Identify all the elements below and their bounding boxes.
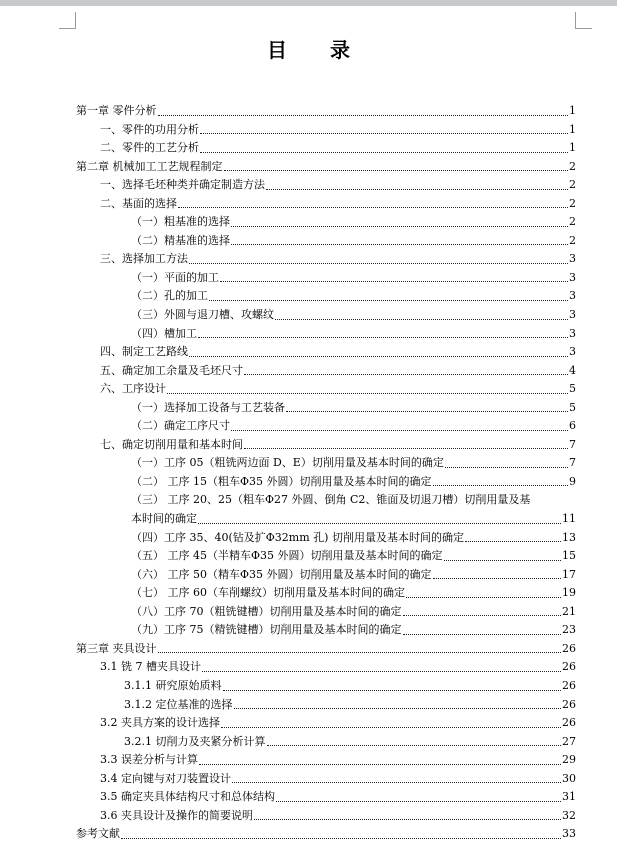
toc-entry-text: 五、确定加工余量及毛坯尺寸 bbox=[100, 363, 243, 377]
toc-page-number: 29 bbox=[562, 753, 576, 767]
toc-entry[interactable] bbox=[76, 287, 576, 306]
toc-page-number: 17 bbox=[562, 567, 576, 581]
toc-leader-dots bbox=[231, 244, 568, 245]
toc-leader-dots bbox=[403, 615, 562, 616]
toc-entry[interactable] bbox=[76, 176, 576, 195]
toc-page-number: 26 bbox=[562, 678, 576, 692]
toc-page-number: 5 bbox=[569, 400, 576, 414]
toc-entry[interactable] bbox=[76, 621, 576, 640]
toc-entry-text: （九）工序 75（精铣键槽）切削用量及基本时间的确定 bbox=[131, 623, 402, 637]
toc-entry[interactable] bbox=[76, 380, 576, 399]
toc-entry[interactable] bbox=[76, 807, 576, 826]
toc-entry-text: （四）槽加工 bbox=[131, 326, 197, 340]
toc-entry[interactable] bbox=[76, 250, 576, 269]
toc-entry-text: （四）工序 35、40(钻及扩Φ32mm 孔) 切削用量及基本时间的确定 bbox=[131, 530, 464, 544]
toc-entry[interactable] bbox=[76, 696, 576, 715]
toc-entry[interactable] bbox=[76, 325, 576, 344]
toc-page-number: 26 bbox=[562, 641, 576, 655]
toc-entry-text: 3.2 夹具方案的设计选择 bbox=[100, 716, 220, 730]
crop-mark-top-right bbox=[575, 12, 592, 29]
toc-entry-text: （六） 工序 50（精车Φ35 外圆）切削用量及基本时间的确定 bbox=[131, 567, 432, 581]
toc-entry[interactable] bbox=[76, 770, 576, 789]
toc-leader-dots bbox=[232, 782, 561, 783]
toc-entry-text: 二、零件的工艺分析 bbox=[100, 141, 199, 155]
toc-page-number: 7 bbox=[569, 456, 576, 470]
toc-leader-dots bbox=[198, 523, 561, 524]
toc-page-number: 30 bbox=[562, 771, 576, 785]
toc-leader-dots bbox=[433, 578, 561, 579]
toc-leader-dots bbox=[158, 652, 562, 653]
toc-entry-text: （一）平面的加工 bbox=[131, 270, 219, 284]
toc-page-number: 31 bbox=[562, 790, 576, 804]
toc-entry[interactable] bbox=[76, 788, 576, 807]
toc-leader-dots bbox=[244, 448, 568, 449]
toc-page-number: 3 bbox=[569, 270, 576, 284]
toc-leader-dots bbox=[121, 838, 561, 839]
toc-leader-dots bbox=[286, 411, 568, 412]
toc-page-number: 5 bbox=[569, 382, 576, 396]
toc-entry-text: 3.1.1 研究原始质料 bbox=[124, 678, 222, 692]
toc-entry[interactable] bbox=[76, 658, 576, 677]
toc-leader-dots bbox=[224, 170, 569, 171]
toc-leader-dots bbox=[199, 764, 561, 765]
toc-page-number: 19 bbox=[562, 586, 576, 600]
toc-page-number: 27 bbox=[562, 734, 576, 748]
toc-entry[interactable] bbox=[76, 232, 576, 251]
toc-entry-text: 3.5 确定夹具体结构尺寸和总体结构 bbox=[100, 790, 275, 804]
toc-entry[interactable] bbox=[76, 121, 576, 140]
toc-page-number: 4 bbox=[569, 363, 576, 377]
toc-page-number: 33 bbox=[562, 827, 576, 841]
toc-leader-dots bbox=[403, 634, 562, 635]
toc-entry[interactable] bbox=[76, 399, 576, 418]
toc-entry[interactable] bbox=[76, 269, 576, 288]
toc-entry-text: （三） 工序 20、25（粗车Φ27 外圆、倒角 C2、锥面及切退刀槽）切削用量及基 bbox=[131, 493, 531, 507]
toc-page-number: 1 bbox=[569, 141, 576, 155]
toc-entry-text: 第三章 夹具设计 bbox=[76, 641, 157, 655]
toc-entry[interactable] bbox=[76, 436, 576, 455]
toc-entry-text: （一）工序 05（粗铣两边面 D、E）切削用量及基本时间的确定 bbox=[131, 456, 444, 470]
toc-page-number: 7 bbox=[569, 437, 576, 451]
toc-page-number: 26 bbox=[562, 660, 576, 674]
toc-entry[interactable] bbox=[76, 158, 576, 177]
toc-entry-text: （八）工序 70（粗铣键槽）切削用量及基本时间的确定 bbox=[131, 604, 402, 618]
toc-entry-text: （二） 工序 15（粗车Φ35 外圆）切削用量及基本时间的确定 bbox=[131, 474, 432, 488]
toc-entry-text: 三、选择加工方法 bbox=[100, 252, 188, 266]
toc-leader-dots bbox=[276, 801, 561, 802]
toc-page-number: 3 bbox=[569, 289, 576, 303]
toc-page-number: 11 bbox=[562, 512, 576, 526]
toc-entry-text: 3.2.1 切削力及夹紧分析计算 bbox=[124, 734, 266, 748]
toc-leader-dots bbox=[433, 485, 568, 486]
toc-entry-text: 一、选择毛坯种类并确定制造方法 bbox=[100, 178, 265, 192]
toc-leader-dots bbox=[223, 690, 562, 691]
toc-entry-text: 参考文献 bbox=[76, 827, 120, 841]
toc-entry[interactable] bbox=[76, 510, 576, 529]
toc-page-number: 32 bbox=[562, 808, 576, 822]
toc-entry[interactable] bbox=[76, 825, 576, 844]
toc-leader-dots bbox=[198, 337, 568, 338]
toc-leader-dots bbox=[221, 727, 561, 728]
toc-entry[interactable] bbox=[76, 491, 576, 510]
toc-entry-text: 六、工序设计 bbox=[100, 382, 166, 396]
toc-entry[interactable] bbox=[76, 306, 576, 325]
toc-page-number: 2 bbox=[569, 178, 576, 192]
toc-entry[interactable] bbox=[76, 603, 576, 622]
toc-entry-text: 一、零件的功用分析 bbox=[100, 122, 199, 136]
toc-leader-dots bbox=[158, 115, 569, 116]
toc-entry[interactable] bbox=[76, 139, 576, 158]
toc-leader-dots bbox=[275, 319, 568, 320]
toc-entry-text: （三）外圆与退刀槽、攻螺纹 bbox=[131, 308, 274, 322]
toc-entry-text: （二）孔的加工 bbox=[131, 289, 208, 303]
toc-entry[interactable] bbox=[76, 417, 576, 436]
toc-leader-dots bbox=[209, 300, 568, 301]
toc-page-number: 3 bbox=[569, 345, 576, 359]
toc-leader-dots bbox=[444, 560, 561, 561]
toc-entry[interactable] bbox=[76, 751, 576, 770]
toc-leader-dots bbox=[189, 263, 568, 264]
toc-leader-dots bbox=[189, 356, 568, 357]
toc-entry[interactable] bbox=[76, 102, 576, 121]
toc-leader-dots bbox=[202, 671, 561, 672]
toc-leader-dots bbox=[465, 541, 561, 542]
table-of-contents bbox=[76, 102, 576, 844]
toc-page-number: 3 bbox=[569, 308, 576, 322]
toc-page-number: 21 bbox=[562, 604, 576, 618]
toc-page-number: 1 bbox=[569, 104, 576, 117]
toc-entry-text: 3.1 铣 7 槽夹具设计 bbox=[100, 660, 201, 674]
toc-page-number: 9 bbox=[569, 474, 576, 488]
toc-leader-dots bbox=[254, 819, 561, 820]
toc-entry[interactable] bbox=[76, 343, 576, 362]
toc-leader-dots bbox=[220, 281, 568, 282]
toc-entry[interactable] bbox=[76, 362, 576, 381]
toc-page-number: 2 bbox=[569, 233, 576, 247]
toc-page-number: 2 bbox=[569, 215, 576, 229]
toc-page-number: 15 bbox=[562, 549, 576, 563]
toc-entry-text: （一）粗基准的选择 bbox=[131, 215, 230, 229]
toc-entry[interactable] bbox=[76, 529, 576, 548]
crop-mark-top-left bbox=[59, 12, 76, 29]
toc-page-number: 2 bbox=[569, 196, 576, 210]
toc-entry-text: （五） 工序 45（半精车Φ35 外圆）切削用量及基本时间的确定 bbox=[131, 549, 443, 563]
toc-entry[interactable] bbox=[76, 640, 576, 659]
toc-entry[interactable] bbox=[76, 566, 576, 585]
toc-entry[interactable] bbox=[76, 733, 576, 752]
toc-leader-dots bbox=[445, 467, 568, 468]
toc-leader-dots bbox=[200, 133, 568, 134]
toc-entry-text: 四、制定工艺路线 bbox=[100, 345, 188, 359]
toc-entry[interactable] bbox=[76, 677, 576, 696]
toc-entry-text: 3.6 夹具设计及操作的简要说明 bbox=[100, 808, 253, 822]
toc-page-number: 3 bbox=[569, 326, 576, 340]
toc-entry-text: （二）精基准的选择 bbox=[131, 233, 230, 247]
toc-entry[interactable] bbox=[76, 454, 576, 473]
toc-leader-dots bbox=[406, 597, 561, 598]
toc-page-number: 26 bbox=[562, 697, 576, 711]
toc-entry[interactable] bbox=[76, 213, 576, 232]
toc-leader-dots bbox=[234, 708, 562, 709]
toc-page-number: 23 bbox=[562, 623, 576, 637]
toc-page-number: 3 bbox=[569, 252, 576, 266]
toc-leader-dots bbox=[200, 152, 568, 153]
toc-page-number: 1 bbox=[569, 122, 576, 136]
toc-leader-dots bbox=[167, 393, 568, 394]
toc-leader-dots bbox=[266, 189, 568, 190]
toc-entry[interactable] bbox=[76, 714, 576, 733]
toc-entry[interactable] bbox=[76, 195, 576, 214]
toc-leader-dots bbox=[244, 374, 568, 375]
toc-leader-dots bbox=[267, 745, 562, 746]
toc-leader-dots bbox=[231, 430, 568, 431]
toc-entry-text: 七、确定切削用量和基本时间 bbox=[100, 437, 243, 451]
toc-page-number: 26 bbox=[562, 716, 576, 730]
toc-entry-text: 第一章 零件分析 bbox=[76, 104, 157, 117]
toc-entry[interactable] bbox=[76, 473, 576, 492]
toc-leader-dots bbox=[178, 207, 568, 208]
toc-title: 目 录 bbox=[267, 38, 368, 62]
toc-page-number: 6 bbox=[569, 419, 576, 433]
toc-page-number: 2 bbox=[569, 159, 576, 173]
toc-entry-text: 3.4 定向键与对刀装置设计 bbox=[100, 771, 231, 785]
toc-entry-text: 本时间的确定 bbox=[131, 512, 197, 526]
toc-entry-text: （七） 工序 60（车削螺纹）切削用量及基本时间的确定 bbox=[131, 586, 405, 600]
toc-entry-text: 二、基面的选择 bbox=[100, 196, 177, 210]
toc-page-number: 13 bbox=[562, 530, 576, 544]
toc-entry-text: （二）确定工序尺寸 bbox=[131, 419, 230, 433]
toc-entry-text: （一）选择加工设备与工艺装备 bbox=[131, 400, 285, 414]
toc-leader-dots bbox=[231, 226, 568, 227]
toc-entry-text: 3.1.2 定位基准的选择 bbox=[124, 697, 233, 711]
toc-entry-text: 3.3 误差分析与计算 bbox=[100, 753, 198, 767]
toc-entry-text: 第二章 机械加工工艺规程制定 bbox=[76, 159, 223, 173]
page-top-bar bbox=[0, 0, 617, 6]
toc-entry[interactable] bbox=[76, 584, 576, 603]
toc-entry[interactable] bbox=[76, 547, 576, 566]
